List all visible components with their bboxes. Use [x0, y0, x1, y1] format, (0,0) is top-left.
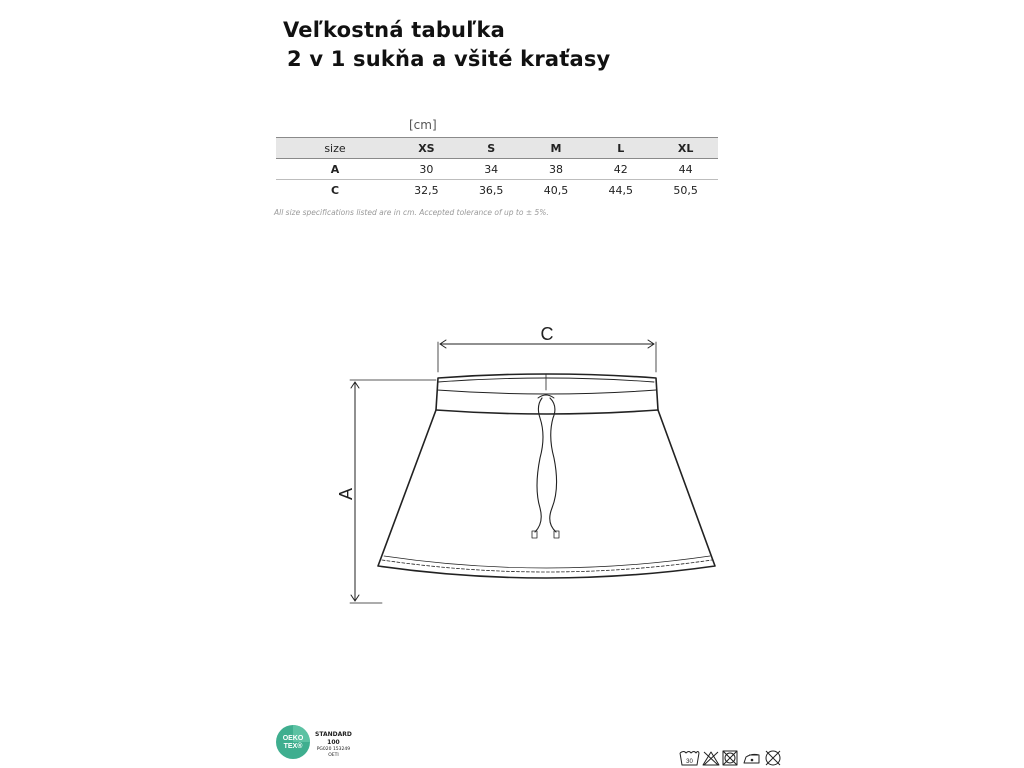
size-table-header — [276, 138, 718, 159]
table-cell: 44 — [653, 159, 718, 180]
size-table — [276, 137, 718, 200]
size-header-xs: XS — [394, 138, 459, 159]
no-bleach-icon — [703, 752, 719, 765]
no-tumble-dry-icon — [723, 751, 737, 765]
unit-label: [cm] — [409, 118, 437, 132]
oeko-tex-logo — [275, 724, 311, 760]
drawstring-loop — [538, 395, 554, 398]
iron-low-icon — [744, 754, 759, 763]
row-label-a: A — [276, 159, 394, 180]
standard-number: 100 — [327, 739, 340, 746]
size-header-xl: XL — [653, 138, 718, 159]
table-cell: 30 — [394, 159, 459, 180]
skirt-outline — [378, 374, 715, 578]
tolerance-note: All size specifications listed are in cm. Accepted tolerance of up to ± 5%. — [274, 208, 549, 217]
table-row — [276, 159, 718, 180]
title-line-2: 2 v 1 sukňa a všité kraťasy — [287, 47, 611, 71]
page-title — [283, 16, 610, 74]
table-cell: 36,5 — [478, 183, 504, 197]
table-cell: 38 — [524, 159, 589, 180]
table-cell: 34 — [459, 159, 524, 180]
oeko-logo-line2: TEX® — [283, 743, 303, 750]
row-label-c: C — [330, 183, 340, 197]
size-header-l: L — [588, 138, 653, 159]
drawstring-right — [550, 398, 557, 532]
certifying-institute: OETI — [328, 753, 339, 758]
label-c: C — [540, 324, 554, 344]
size-header-s: S — [459, 138, 524, 159]
size-header-m: M — [524, 138, 589, 159]
skirt-diagram — [330, 318, 730, 618]
label-a: A — [336, 487, 356, 501]
title-line-1: Veľkostná tabuľka — [283, 18, 506, 42]
wash-temp-label: 30 — [686, 759, 693, 765]
waistband-fold — [437, 390, 656, 394]
care-symbols — [678, 748, 790, 768]
table-cell: 50,5 — [673, 183, 698, 197]
drawstring-left — [535, 398, 543, 532]
table-cell: 40,5 — [543, 183, 569, 197]
table-cell: 44,5 — [608, 183, 634, 197]
waistband-seam — [436, 410, 658, 414]
oeko-tex-standard — [315, 731, 352, 759]
certificate-code: PG020 153249 — [316, 747, 351, 752]
table-row — [276, 180, 718, 201]
table-cell: 32,5 — [414, 183, 439, 197]
header-label: size — [276, 138, 394, 159]
oeko-logo-line1: OEKO — [282, 735, 304, 742]
table-cell: 42 — [588, 159, 653, 180]
no-dry-clean-icon — [766, 751, 780, 765]
standard-label: STANDARD — [315, 731, 352, 738]
